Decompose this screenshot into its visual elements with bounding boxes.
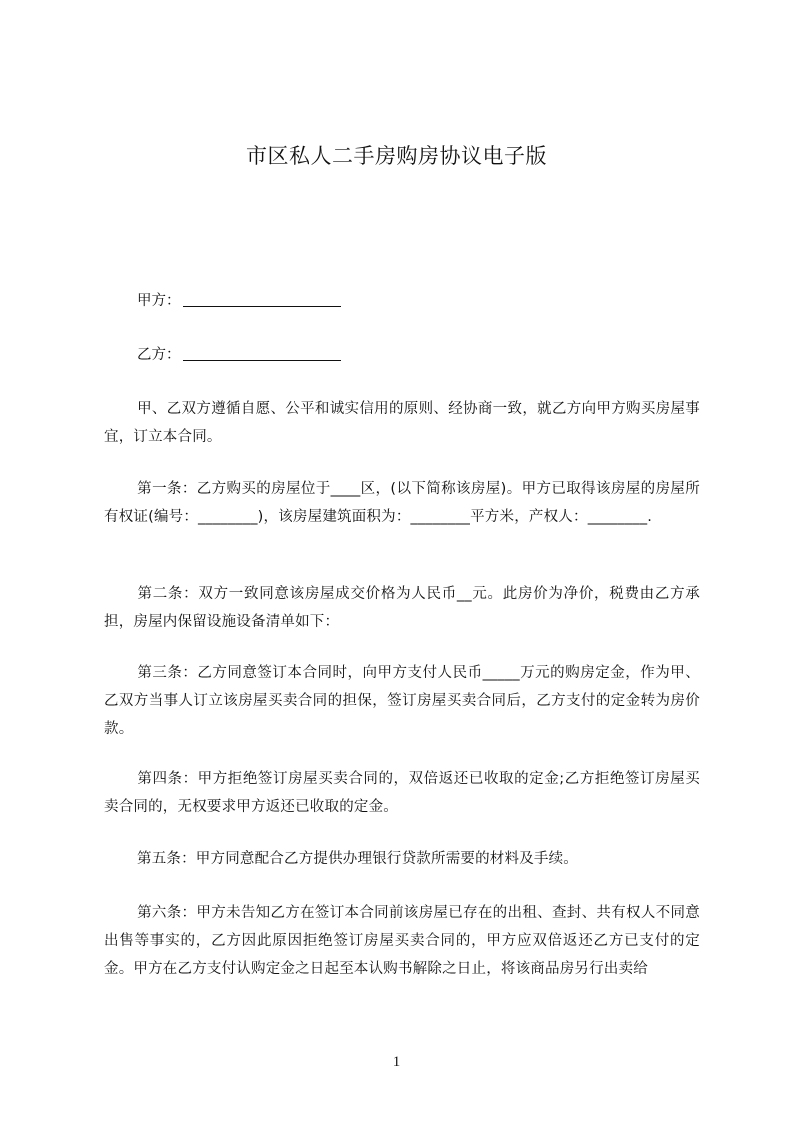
- party-a-blank: [183, 288, 341, 307]
- paragraph-article-2: [104, 580, 700, 636]
- paragraph-article-3: [104, 659, 700, 743]
- document-title: 市区私人二手房购房协议电子版: [246, 144, 547, 168]
- paragraph-article-5: [104, 845, 700, 873]
- party-a-label: 甲方：: [137, 293, 181, 309]
- page-number: 1: [392, 1054, 401, 1070]
- paragraph-article-1: [104, 475, 700, 531]
- paragraph-text: 第一条：乙方购买的房屋位于____区，(以下简称该房屋)。甲方已取得该房屋的房屋所有权证(编号：________)，该房屋建筑面积为：________平方米，产权人：________.: [104, 481, 700, 525]
- paragraph-article-6: [104, 899, 700, 983]
- party-b-blank: [183, 342, 341, 361]
- paragraph-text: 第二条：双方一致同意该房屋成交价格为人民币__元。此房价为净价，税费由乙方承担，房屋内保留设施设备清单如下：: [104, 586, 700, 630]
- paragraph-intro: [104, 395, 700, 451]
- paragraph-article-4: [104, 765, 700, 821]
- paragraph-text: 第三条：乙方同意签订本合同时，向甲方支付人民币_____万元的购房定金，作为甲、乙双方当事人订立该房屋买卖合同的担保，签订房屋买卖合同后，乙方支付的定金转为房价款。: [104, 665, 700, 737]
- paragraph-text: 第四条：甲方拒绝签订房屋买卖合同的，双倍返还已收取的定金;乙方拒绝签订房屋买卖合同的，无权要求甲方返还已收取的定金。: [104, 771, 700, 815]
- paragraph-text: 第六条：甲方未告知乙方在签订本合同前该房屋已存在的出租、查封、共有权人不同意出售等事实的，乙方因此原因拒绝签订房屋买卖合同的，甲方应双倍返还乙方已支付的定金。甲方在乙方支付认购定金之日起至本认购书解除之日止，将该商品房另行出卖给: [104, 905, 700, 977]
- party-b-line: [137, 341, 341, 369]
- party-b-label: 乙方：: [137, 347, 181, 363]
- paragraph-text: 第五条：甲方同意配合乙方提供办理银行贷款所需要的材料及手续。: [137, 851, 578, 867]
- party-a-line: [137, 287, 341, 315]
- paragraph-text: 甲、乙双方遵循自愿、公平和诚实信用的原则、经协商一致，就乙方向甲方购买房屋事宜，订立本合同。: [104, 401, 700, 445]
